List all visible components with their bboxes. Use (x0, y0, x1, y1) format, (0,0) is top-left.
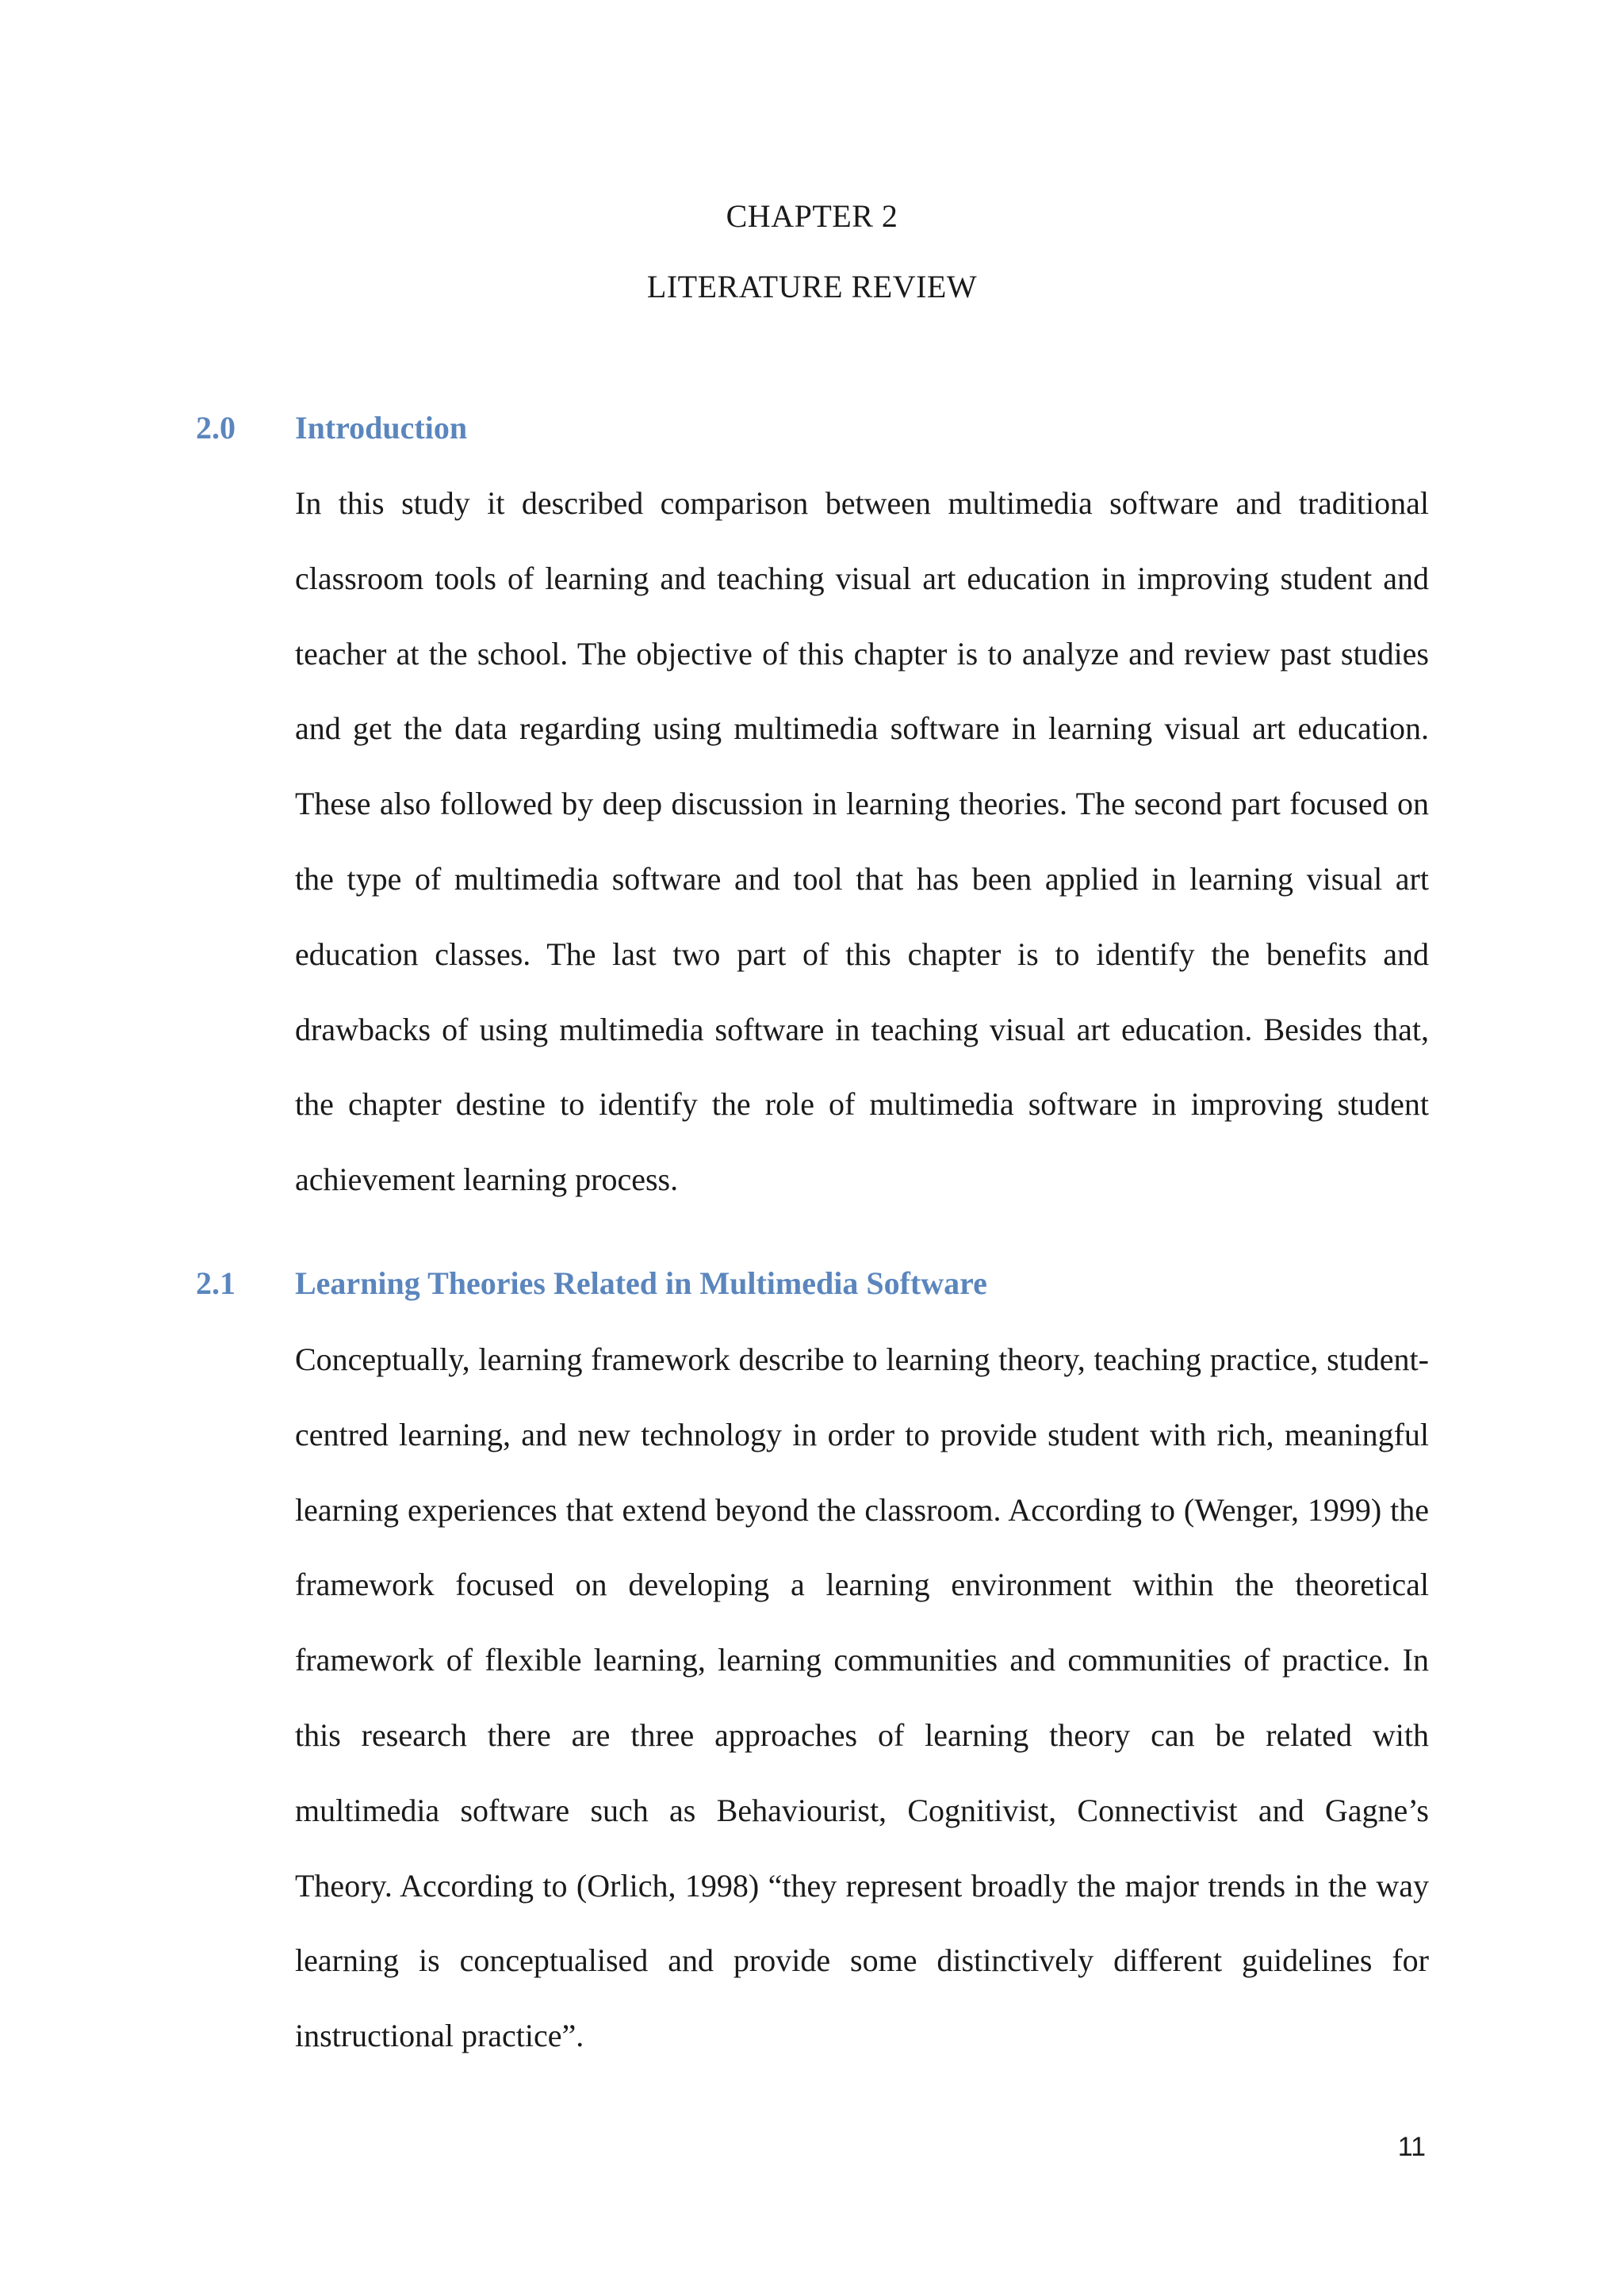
section-number: 2.0 (196, 410, 236, 446)
section-title: Introduction (295, 410, 468, 446)
section-title: Learning Theories Related in Multimedia Software (295, 1265, 987, 1301)
learning-theories-paragraph: Conceptually, learning framework describe to learning theory, teaching practice, student-centred learning, and new technology in order to provide student with rich, meaningful learning experiences that extend beyond the classroom. According to (Wenger, 1999) the framework focused on developing a learning environment within the theoretical framework of flexible learning, learning communities and communities of practice. In this research there are three approaches of learning theory can be related with multimedia software such as Behaviourist, Cognitivist, Connectivist and Gagne’s Theory. According to (Orlich, 1998) “they represent broadly the major trends in the way learning is conceptualised and provide some distinctively different guidelines for instructional practice”. (295, 1341, 1429, 2054)
introduction-paragraph: In this study it described comparison between multimedia software and traditional classroom tools of learning and teaching visual art education in improving student and teacher at the school. The objective of this chapter is to analyze and review past studies and get the data regarding using multimedia software in learning visual art education. These also followed by deep discussion in learning theories. The second part focused on the type of multimedia software and tool that has been applied in learning visual art education classes. The last two part of this chapter is to identify the benefits and drawbacks of using multimedia software in teaching visual art education. Besides that, the chapter destine to identify the role of multimedia software in improving student achievement learning process. (295, 485, 1429, 1198)
chapter-title: LITERATURE REVIEW (646, 269, 978, 304)
section-heading-introduction (196, 409, 467, 447)
page-number: 11 (1397, 2132, 1426, 2162)
section-number: 2.1 (196, 1265, 236, 1301)
section-heading-learning-theories (196, 1265, 987, 1303)
chapter-number: CHAPTER 2 (726, 198, 898, 234)
